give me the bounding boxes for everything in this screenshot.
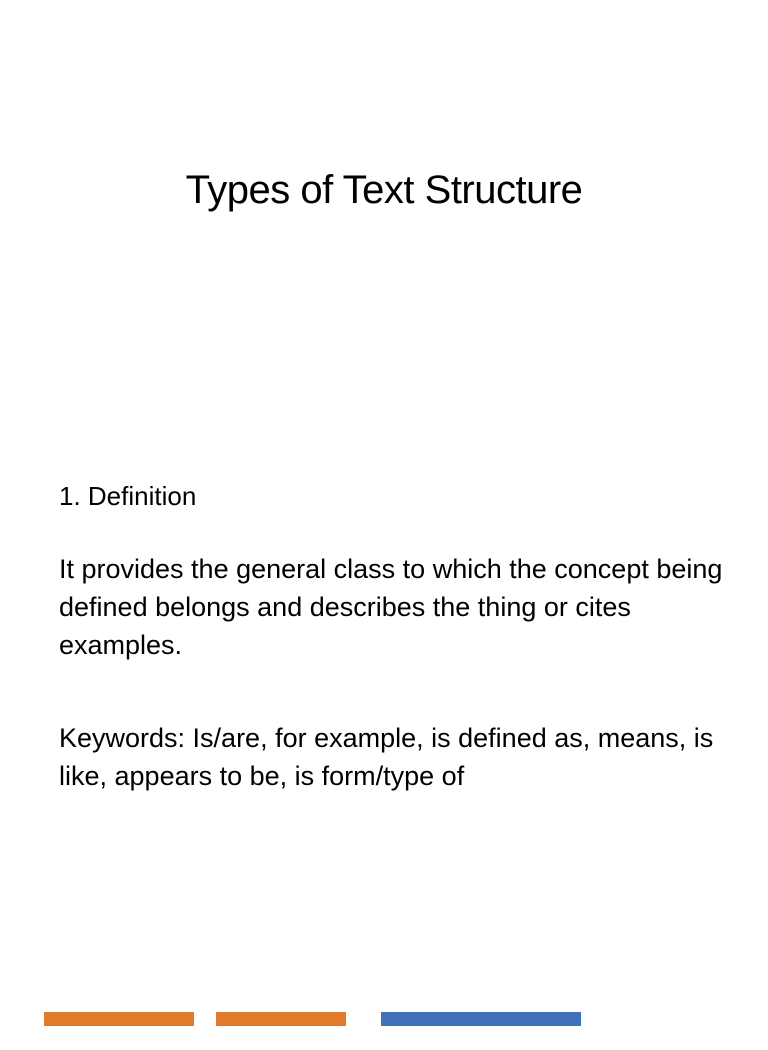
keywords-paragraph: Keywords: Is/are, for example, is defined as, means, is like, appears to be, is form/type of [59, 723, 714, 791]
section-heading: 1. Definition [59, 481, 197, 511]
next-slide-peek [44, 1010, 744, 1050]
definition-paragraph: It provides the general class to which the concept being defined belongs and describes the thing or cites examples. [59, 554, 723, 660]
next-slide-peek-blue [381, 1010, 603, 1050]
slide-title: Types of Text Structure [185, 168, 583, 212]
next-slide-peek-orange [44, 1010, 368, 1050]
